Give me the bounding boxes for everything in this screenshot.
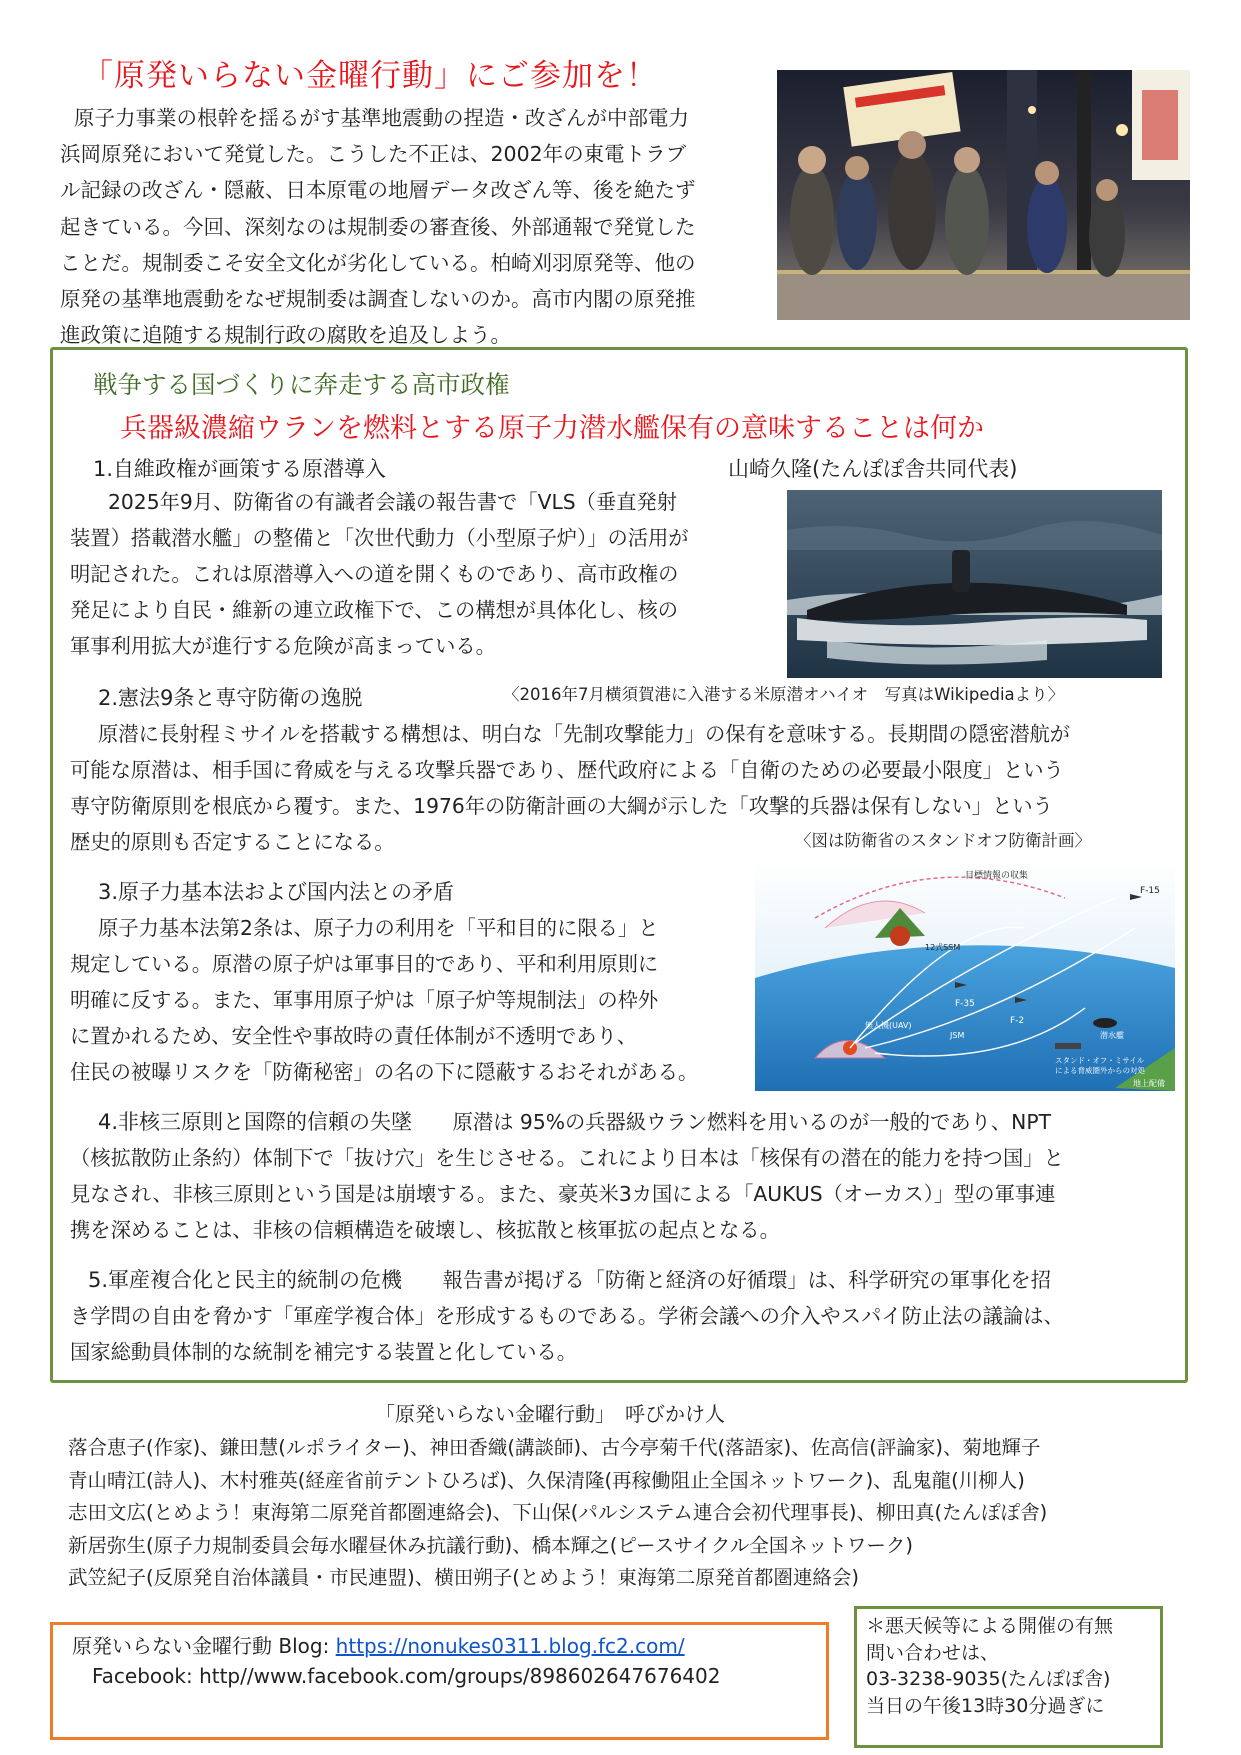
article-subheading: 兵器級濃縮ウランを燃料とする原子力潜水艦保有の意味することは何か <box>120 413 984 444</box>
article-author: 山崎久隆(たんぽぽ舎共同代表) <box>728 457 1018 481</box>
text-line: に置かれるため、安全性や事故時の責任体制が不透明であり、 <box>70 1024 638 1048</box>
diagram-label-ssm: 12式SSM <box>925 943 961 952</box>
diagram-label-standoff: スタンド・オフ・ミサイル <box>1055 1056 1145 1065</box>
section-5-text <box>70 1262 1176 1370</box>
callers-line: 落合恵子(作家)、鎌田慧(ルポライター)、神田香織(講談師)、古今亭菊千代(落語家)、佐高信(評論家)、菊地輝子 <box>68 1436 1041 1459</box>
notice-line: 03-3238-9035(たんぽぽ舎) <box>866 1668 1111 1690</box>
text-line: 発足により自民・維新の連立政権下で、この構想が具体化し、核の <box>70 598 679 622</box>
intro-paragraph <box>60 100 760 353</box>
text-line <box>70 1104 1176 1140</box>
section-4-first: 原潜は 95%の兵器級ウラン燃料を用いるのが一般的であり、NPT <box>452 1110 1051 1134</box>
diagram-label-submarine: 潜水艦 <box>1100 1031 1124 1040</box>
callers-line: 武笠紀子(反原発自治体議員・市民連盟)、横田朔子(とめよう！東海第二原発首都圏連絡会) <box>68 1566 859 1589</box>
section-1-title: 1.自維政権が画策する原潜導入 <box>93 457 387 481</box>
blog-label: 原発いらない金曜行動 Blog: <box>72 1634 336 1658</box>
intro-line: ことだ。規制委こそ安全文化が劣化している。柏崎刈羽原発等、他の <box>60 250 696 275</box>
text-line: 明確に反する。また、軍事用原子炉は「原子炉等規制法」の枠外 <box>70 988 659 1012</box>
intro-line: 原子力事業の根幹を揺るがす基準地震動の捏造・改ざんが中部電力 <box>74 106 689 130</box>
section-5-title: 5.軍産複合化と民主的統制の危機 <box>88 1268 403 1292</box>
text-line: 国家総動員体制的な統制を補完する装置と化している。 <box>70 1340 578 1364</box>
section-2-title: 2.憲法9条と専守防衛の逸脱 <box>98 686 363 710</box>
section-3-text <box>70 910 755 1090</box>
callers-list <box>68 1432 1047 1595</box>
diagram-label-standoff-2: による脅威圏外からの対処 <box>1055 1066 1145 1075</box>
callers-line: 新居弥生(原子力規制委員会毎水曜昼休み抗議行動)、橋本輝之(ピースサイクル全国ネットワーク) <box>68 1533 913 1557</box>
intro-line: 進政策に追随する規制行政の腐敗を追及しよう。 <box>60 323 511 348</box>
text-line: 原子力基本法第2条は、原子力の利用を「平和目的に限る」と <box>98 916 659 940</box>
notice-line: ＊悪天候等による開催の有無 <box>866 1615 1114 1637</box>
text-line: 専守防衛原則を根底から覆す。また、1976年の防衛計画の大綱が示した「攻撃的兵器は保有しない」という <box>70 794 1053 818</box>
intro-line: 浜岡原発において発覚した。こうした不正は、2002年の東電トラブ <box>60 142 687 167</box>
blog-link[interactable]: https://nonukes0311.blog.fc2.com/ <box>335 1634 685 1658</box>
text-line <box>70 1262 1176 1298</box>
text-line: 住民の被曝リスクを「防衛秘密」の名の下に隠蔽するおそれがある。 <box>70 1060 699 1084</box>
submarine-photo <box>787 490 1162 678</box>
section-1-text <box>70 484 782 664</box>
diagram-label-jsm: JSM <box>950 1031 965 1040</box>
protest-photo <box>777 70 1190 320</box>
intro-line: 起きている。今回、深刻なのは規制委の審査後、外部通報で発覚した <box>60 214 696 239</box>
intro-line: 原発の基準地震動をなぜ規制委は調査しないのか。高市内閣の原発推 <box>60 287 696 312</box>
section-5-first: 報告書が掲げる「防衛と経済の好循環」は、科学研究の軍事化を招 <box>442 1268 1052 1292</box>
section-3-title: 3.原子力基本法および国内法との矛盾 <box>98 880 455 904</box>
text-line: 明記された。これは原潜導入への道を開くものであり、高市政権の <box>70 562 679 586</box>
text-line: 見なされ、非核三原則という国是は崩壊する。また、豪英米3カ国による「AUKUS（オーカス）」型の軍事連 <box>70 1182 1056 1206</box>
standoff-defense-diagram <box>755 858 1175 1091</box>
intro-line: ル記録の改ざん・隠蔽、日本原電の地層データ改ざん等、後を絶たず <box>60 178 696 203</box>
facebook-link[interactable]: Facebook: http//www.facebook.com/groups/898602647676402 <box>92 1664 721 1688</box>
diagram-label-land: 地上配備 <box>1133 1079 1165 1088</box>
section-4-text <box>70 1104 1176 1248</box>
diagram-label-f35: F-35 <box>955 999 975 1009</box>
article-heading: 戦争する国づくりに奔走する高市政権 <box>93 370 510 399</box>
text-line: 規定している。原潜の原子炉は軍事目的であり、平和利用原則に <box>70 952 659 976</box>
section-4-title: 4.非核三原則と国際的信頼の失墜 <box>98 1110 413 1134</box>
text-line: （核拡散防止条約）体制下で「抜け穴」を生じさせる。これにより日本は「核保有の潜在的能力を持つ国」と <box>70 1146 1064 1170</box>
callers-heading: 「原発いらない金曜行動」 呼びかけ人 <box>375 1402 725 1426</box>
callers-line: 志田文広(とめよう！東海第二原発首都圏連絡会)、下山保(パルシステム連合会初代理事長)、柳田真(たんぽぽ舎) <box>68 1501 1048 1524</box>
blog-line <box>72 1630 685 1659</box>
text-line: 原潜に長射程ミサイルを搭載する構想は、明白な「先制攻撃能力」の保有を意味する。長期間の隠密潜航が <box>98 722 1071 746</box>
diagram-label-f15: F-15 <box>1140 886 1160 896</box>
text-line: 2025年9月、防衛省の有識者会議の報告書で「VLS（垂直発射 <box>108 490 678 514</box>
text-line: 軍事利用拡大が進行する危険が高まっている。 <box>70 634 496 658</box>
text-line: 可能な原潜は、相手国に脅威を与える攻撃兵器であり、歴代政府による「自衛のための必要最小限度」という <box>70 758 1064 782</box>
text-line: 歴史的原則も否定することになる。 <box>70 830 395 854</box>
diagram-label-f2: F-2 <box>1010 1016 1025 1026</box>
diagram-caption: 〈図は防衛省のスタンドオフ防衛計画〉 <box>795 831 1092 850</box>
diagram-label-target: 目標情報の収集 <box>965 871 1029 881</box>
notice-line: 問い合わせは、 <box>866 1641 1000 1664</box>
photo-caption: 〈2016年7月横須賀港に入港する米原潜オハイオ 写真はWikipediaより〉 <box>503 685 1065 704</box>
callers-line: 青山晴江(詩人)、木村雅英(経産省前テントひろば)、久保清隆(再稼働阻止全国ネットワーク)、乱鬼龍(川柳人) <box>68 1468 1025 1492</box>
diagram-label-uav: 無人機(UAV) <box>865 1021 912 1030</box>
notice-text <box>866 1613 1113 1719</box>
page-title: 「原発いらない金曜行動」にご参加を！ <box>82 58 658 94</box>
text-line: き学問の自由を脅かす「軍産学複合体」を形成するものである。学術会議への介入やスパイ防止法の議論は、 <box>70 1304 1064 1328</box>
text-line: 携を深めることは、非核の信頼構造を破壊し、核拡散と核軍拡の起点となる。 <box>70 1218 780 1242</box>
text-line: 装置）搭載潜水艦」の整備と「次世代動力（小型原子炉）」の活用が <box>70 526 689 550</box>
notice-line: 当日の午後13時30分過ぎに <box>866 1694 1105 1717</box>
